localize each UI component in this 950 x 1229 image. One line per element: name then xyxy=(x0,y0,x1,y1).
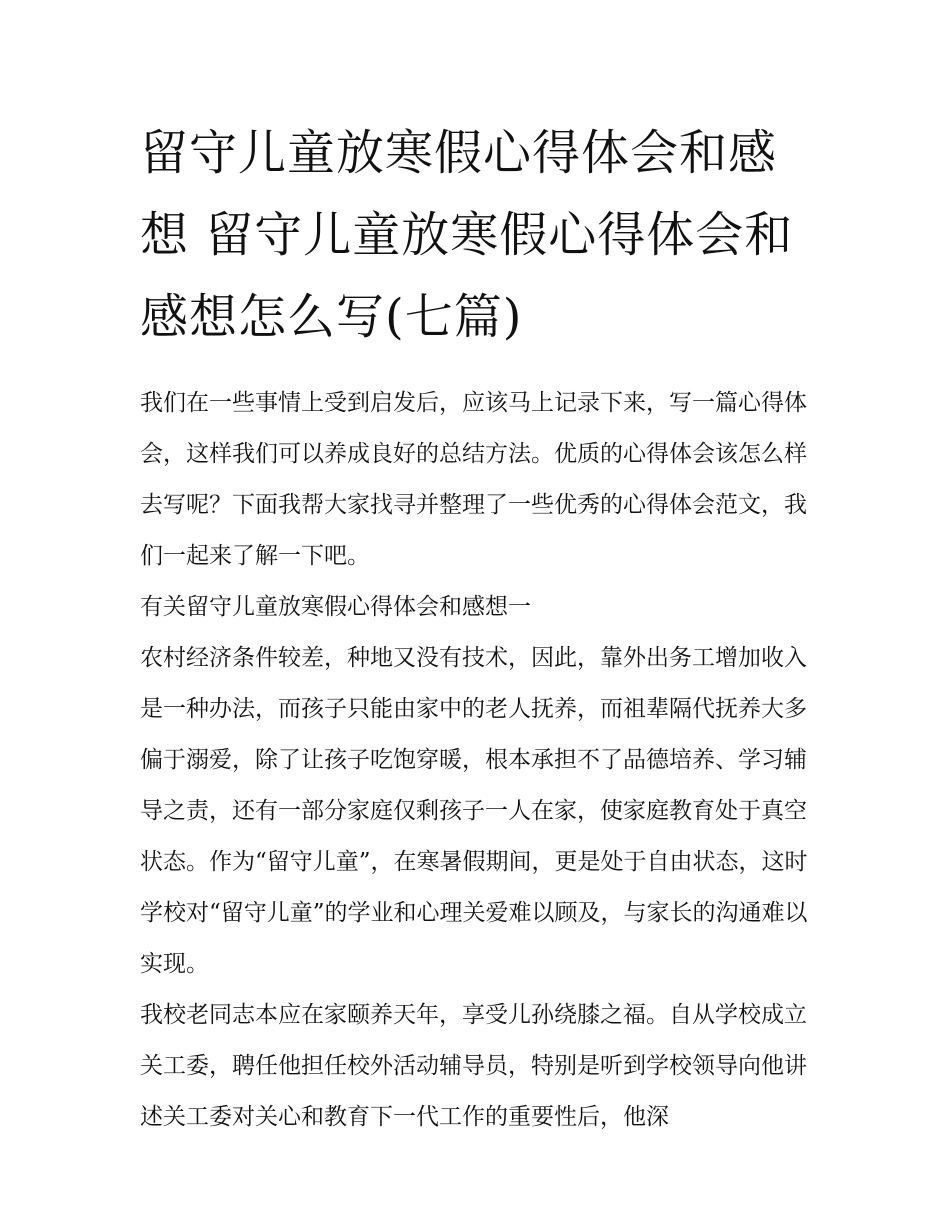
document-title: 留守儿童放寒假心得体会和感想 留守儿童放寒假心得体会和感想怎么写(七篇) xyxy=(140,125,794,345)
body-paragraph-1: 农村经济条件较差，种地又没有技术，因此，靠外出务工增加收入是一种办法，而孩子只能由家中的老人抚养，而祖辈隔代抚养大多偏于溺爱，除了让孩子吃饱穿暖，根本承担不了品德培养、学习辅导之责，还有一部分家庭仅剩孩子一人在家，使家庭教育处于真空状态。作为“留守儿童”，在寒暑假期间，更是处于自由状态，这时学校对“留守儿童”的学业和心理关爱难以顾及，与家长的沟通难以实现。 xyxy=(140,645,808,977)
body-paragraph-2: 我校老同志本应在家颐养天年，享受儿孙绕膝之福。自从学校成立关工委，聘任他担任校外活动辅导员，特别是听到学校领导向他讲述关工委对关心和教育下一代工作的重要性后，他深 xyxy=(140,1002,807,1130)
document-page xyxy=(140,112,814,1143)
section-heading: 有关留守儿童放寒假心得体会和感想一 xyxy=(140,594,531,620)
intro-paragraph: 我们在一些事情上受到启发后，应该马上记录下来，写一篇心得体会，这样我们可以养成良好的总结方法。优质的心得体会该怎么样去写呢？下面我帮大家找寻并整理了一些优秀的心得体会范文，我们一起来了解一下吧。 xyxy=(140,390,807,569)
